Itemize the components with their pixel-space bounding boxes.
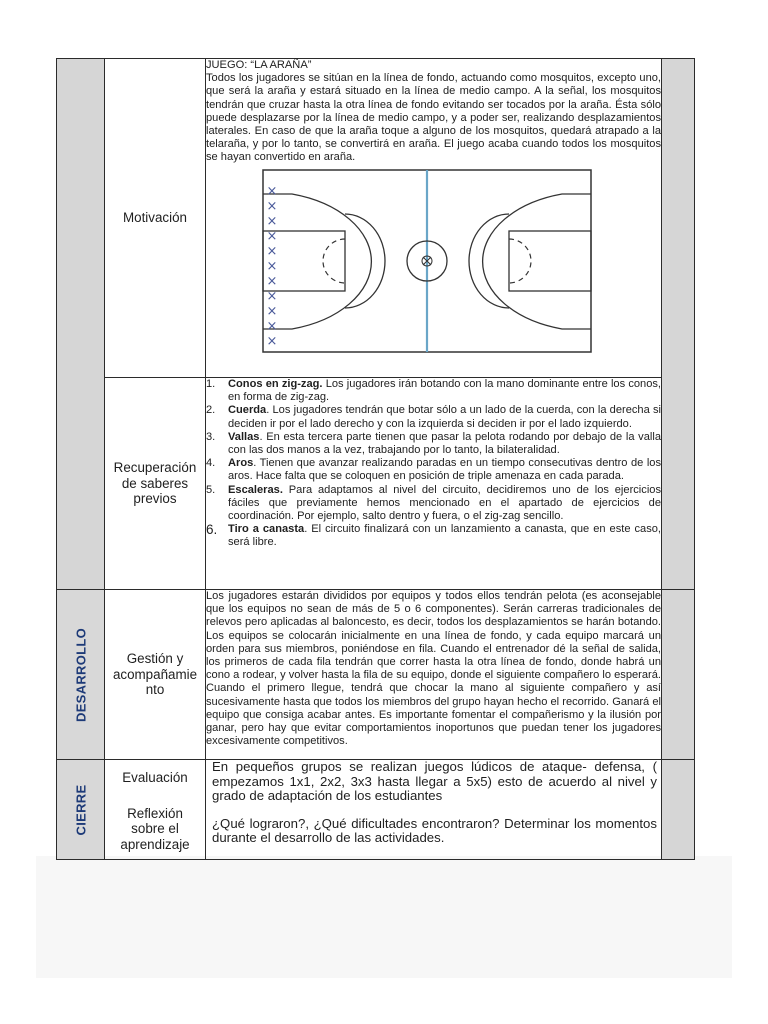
phase-cell-inicio	[57, 59, 105, 590]
mosquito-markers	[267, 184, 278, 349]
step-text: Para adaptamos al nivel del circuito, decidiremos uno de los ejercicios fáciles que previamente hemos mencionado en el apartado de ejercicios de coordinación. Por ejemplo, salto dentro y fuera, o el zig-zag sencillo.	[228, 483, 661, 523]
label-recuperacion-line3: previos	[133, 491, 177, 507]
step-text: . El circuito finalizará con un lanzamiento a canasta, que en este caso, será libre.	[228, 523, 661, 549]
content-recuperacion	[206, 378, 662, 590]
row-desarrollo	[57, 590, 695, 760]
step-title: Cuerda	[228, 404, 267, 417]
label-reflexion-line2: sobre el	[131, 821, 179, 836]
mosquito-marker: ×	[266, 243, 278, 259]
step-text: . Los jugadores tendrán que botar sólo a un lado de la cuerda, con la derecha si deciden ir por el lado derecho y con la izquierda si deciden ir por el lado izquierdo.	[228, 404, 661, 430]
mosquito-marker: ×	[266, 333, 278, 349]
content-gestion	[206, 590, 662, 760]
reflexion-text: ¿Qué lograron?, ¿Qué dificultades encontraron? Determinar los momentos durante el desarrollo de las actividades.	[212, 815, 657, 845]
mosquito-marker: ×	[266, 183, 278, 199]
phase-cierre-label: CIERRE	[73, 784, 88, 835]
step-title: Conos en zig-zag.	[228, 378, 323, 390]
basketball-court-diagram	[206, 165, 661, 363]
mosquito-marker: ×	[266, 258, 278, 274]
relay-description: Los jugadores estarán divididos por equipos y todos ellos tendrán pelota (es aconsejable que los equipos no sean de más de 5 o 6 componentes). Serán carreras tradicionales de relevos pero aplicadas al baloncesto, es decir, todos los desplazamientos se harán botando. Los equipos se colocarán inicialmente en una línea de fondo, y cada equipo marcará un orden para sus miembros, poniéndose en fila. Cuando el entrenador dé la señal de salida, los primeros de cada fila tendrán que correr hasta la otra línea de fondo, donde habrá un cono a rodear, y volver hasta la fila de su equipo, donde el siguiente compañero lo esperará. Cuando el primero llegue, tendrá que chocar la mano al siguiente compañero y así sucesivamente hasta que todos los miembros del grupo hayan hecho el recorrido. Ganará el equipo que consiga acabar antes. Es importante fomentar el compañerismo y la ilusión por ganar, pero hay que evitar comportamientos inoportunos que puedan tener los jugadores excesivamente competitivos.	[206, 590, 661, 748]
label-reflexion	[105, 786, 205, 853]
content-cierre	[206, 760, 662, 860]
step-text: Los jugadores irán botando con la mano dominante entre los conos, en forma de zig-zag.	[228, 378, 661, 404]
phase-cell-desarrollo	[57, 590, 105, 760]
step-number: 3.	[206, 430, 216, 443]
step-text: . Tienen que avanzar realizando paradas en un tiempo consecutivas dentro de los aros. Hace falta que se coloquen en posición de triple amenaza en cada parada.	[228, 457, 661, 483]
label-evaluacion: Evaluación	[122, 770, 188, 785]
evaluacion-text: En pequeños grupos se realizan juegos lúdicos de ataque- defensa, ( empezamos 1x1, 2x2, 3x3 hasta llegar a 5x5) esto de acuerdo al nivel y grado de adaptación de los estudiantes	[212, 759, 657, 803]
right-column-cell	[662, 760, 695, 860]
step-number: 1.	[206, 378, 216, 390]
right-column-cell	[662, 590, 695, 760]
label-gestion-line3: nto	[145, 682, 165, 698]
phase-cell-cierre	[57, 760, 105, 860]
game-description: Todos los jugadores se sitúan en la línea de fondo, actuando como mosquitos, excepto uno, que será la araña y estará situado en la línea de medio campo. A la señal, los mosquitos tendrán que cruzar hasta la otra línea de fondo evitando ser tocados por la araña. Ésta sólo puede desplazarse por la línea de medio campo, y a poder ser, realizando desplazamientos laterales. En caso de que la araña toque a alguno de los mosquitos, quedará atrapado a la telaraña, y por lo tanto, se convertirá en araña. El juego acaba cuando todos los mosquitos se hayan convertido en araña.	[206, 72, 661, 164]
list-item	[206, 431, 661, 457]
lesson-plan-table	[56, 58, 692, 860]
mosquito-marker: ×	[266, 228, 278, 244]
label-motivacion	[105, 59, 206, 378]
label-recuperacion-line1: Recuperación	[113, 460, 197, 476]
right-column-cell	[662, 59, 695, 590]
step-number: 2.	[206, 404, 216, 417]
mosquito-marker: ×	[266, 198, 278, 214]
step-number: 6.	[206, 522, 218, 538]
step-number: 5.	[206, 483, 216, 496]
label-gestion-line1: Gestión y	[126, 651, 184, 667]
step-title: Escaleras.	[228, 483, 283, 496]
mosquito-marker: ×	[266, 213, 278, 229]
step-number: 4.	[206, 457, 216, 470]
step-text: . En esta tercera parte tienen que pasar la pelota rodando por debajo de la valla con las dos manos a la vez, trabajando por lo tanto, la bilateralidad.	[228, 430, 661, 457]
mosquito-marker: ×	[266, 303, 278, 319]
court-svg	[262, 169, 592, 353]
label-gestion-line2: acompañamie	[112, 666, 198, 682]
list-item	[206, 378, 661, 404]
label-motivacion-text: Motivación	[122, 210, 187, 226]
row-motivacion	[57, 59, 695, 378]
list-item	[206, 523, 661, 549]
game-title: JUEGO: “LA ARAÑA”	[206, 59, 312, 71]
mosquito-marker: ×	[266, 318, 278, 334]
list-item	[206, 457, 661, 483]
row-cierre	[57, 760, 695, 860]
label-recuperacion	[105, 378, 206, 590]
label-reflexion-line1: Reflexión	[127, 805, 183, 821]
label-reflexion-line3: aprendizaje	[120, 836, 190, 852]
label-recuperacion-line2: de saberes	[121, 475, 189, 491]
step-title: Aros	[228, 457, 254, 470]
page-footer-band	[36, 856, 732, 978]
row-recuperacion	[57, 378, 695, 590]
list-item	[206, 404, 661, 430]
phase-desarrollo-label: DESARROLLO	[73, 627, 88, 722]
step-title: Tiro a canasta	[228, 523, 305, 536]
content-motivacion	[206, 59, 662, 378]
mosquito-marker: ×	[266, 273, 278, 289]
label-gestion	[105, 590, 206, 760]
list-item	[206, 484, 661, 524]
circuit-steps-list	[206, 378, 661, 550]
mosquito-marker: ×	[266, 288, 278, 304]
label-cierre	[105, 760, 206, 860]
step-title: Vallas	[228, 430, 260, 443]
